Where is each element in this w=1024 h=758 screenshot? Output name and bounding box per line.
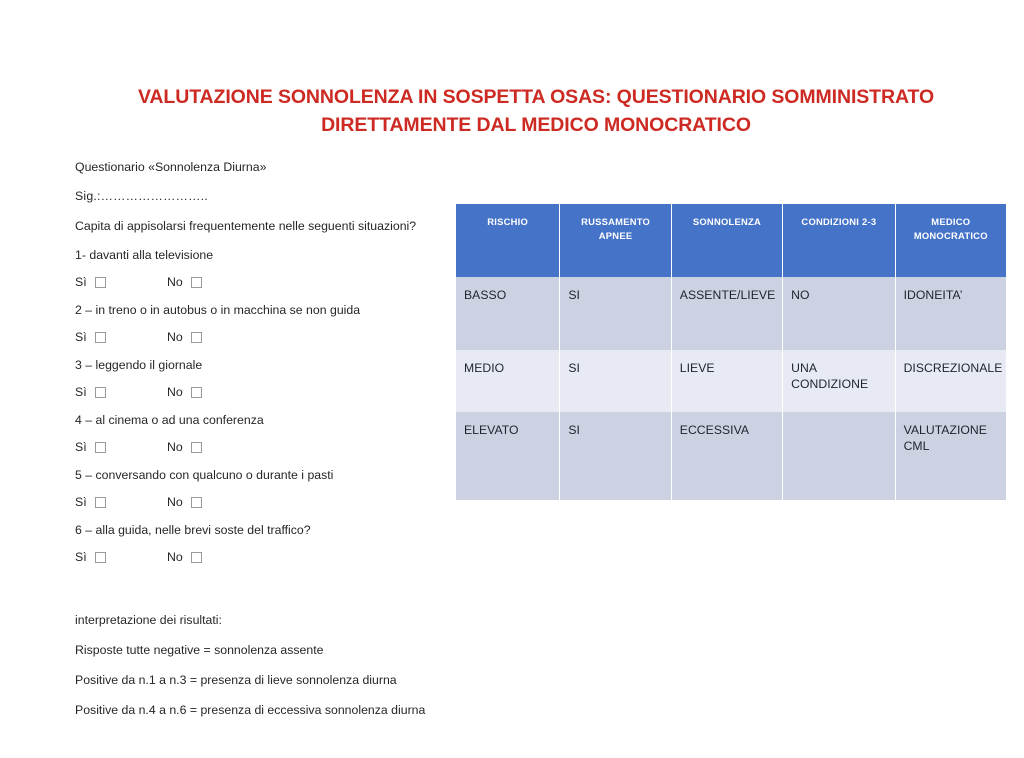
- question-1-yes-option[interactable]: [75, 275, 167, 291]
- question-2-yes-option[interactable]: [75, 330, 167, 346]
- cell-sonnolenza: LIEVE: [672, 350, 782, 412]
- question-6-yes-checkbox[interactable]: [95, 552, 106, 563]
- question-2-answers: [75, 330, 435, 345]
- question-5-no-option[interactable]: [167, 495, 202, 511]
- table-row: [456, 350, 1006, 412]
- cell-condizioni: [783, 412, 894, 500]
- question-1-yes-checkbox[interactable]: [95, 277, 106, 288]
- no-label: No: [167, 274, 183, 289]
- question-4-no-option[interactable]: [167, 440, 202, 456]
- column-header-russamento-apnee: RUSSAMENTO APNEE: [560, 204, 670, 277]
- column-header-medico-monocratico: MEDICO MONOCRATICO: [896, 204, 1006, 277]
- interpretation-line-2: Positive da n.1 a n.3 = presenza di lieve sonnolenza diurna: [75, 672, 397, 687]
- yes-label: Sì: [75, 439, 87, 454]
- cell-rischio: ELEVATO: [456, 412, 559, 500]
- question-3-yes-checkbox[interactable]: [95, 387, 106, 398]
- question-1-no-checkbox[interactable]: [191, 277, 202, 288]
- question-1-label: 1- davanti alla televisione: [75, 248, 214, 263]
- interpretation-heading: interpretazione dei risultati:: [75, 613, 222, 627]
- cell-russamento-apnee: SI: [560, 350, 670, 412]
- cell-russamento-apnee: SI: [560, 277, 670, 350]
- no-label: No: [167, 384, 183, 399]
- yes-label: Sì: [75, 384, 87, 399]
- slide-title-line2: DIRETTAMENTE DAL MEDICO MONOCRATICO: [321, 113, 751, 136]
- cell-rischio: BASSO: [456, 277, 559, 350]
- table-row: [456, 412, 1006, 500]
- questionnaire-panel: [75, 160, 435, 578]
- cell-medico-monocratico: VALUTAZIONE CML: [896, 412, 1006, 500]
- question-4-label: 4 – al cinema o ad una conferenza: [75, 413, 264, 428]
- column-header-sonnolenza: SONNOLENZA: [672, 204, 782, 277]
- cell-sonnolenza: ASSENTE/LIEVE: [672, 277, 782, 350]
- question-5-yes-option[interactable]: [75, 495, 167, 511]
- slide-title-line1: VALUTAZIONE SONNOLENZA IN SOSPETTA OSAS: QUESTIONARIO SOMMINISTRATO: [137, 86, 935, 108]
- yes-label: Sì: [75, 549, 87, 564]
- question-4-yes-checkbox[interactable]: [95, 442, 106, 453]
- column-header-condizioni: CONDIZIONI 2-3: [783, 204, 894, 277]
- cell-rischio: MEDIO: [456, 350, 559, 412]
- question-2-no-checkbox[interactable]: [191, 332, 202, 343]
- yes-label: Sì: [75, 329, 87, 344]
- cell-medico-monocratico: DISCREZIONALE: [896, 350, 1006, 412]
- question-5-yes-checkbox[interactable]: [95, 497, 106, 508]
- yes-label: Sì: [75, 494, 87, 509]
- question-2-yes-checkbox[interactable]: [95, 332, 106, 343]
- question-6-label: 6 – alla guida, nelle brevi soste del traffico?: [75, 523, 311, 538]
- yes-label: Sì: [75, 274, 87, 289]
- question-3-label: 3 – leggendo il giornale: [75, 358, 203, 373]
- question-6-answers: [75, 550, 435, 565]
- question-6-no-checkbox[interactable]: [191, 552, 202, 563]
- patient-name-field[interactable]: Sig.:……………………..: [75, 189, 208, 204]
- questionnaire-heading: Questionario «Sonnolenza Diurna»: [75, 160, 267, 174]
- cell-condizioni: NO: [783, 277, 894, 350]
- column-header-rischio: RISCHIO: [456, 204, 559, 277]
- table-header-row: [456, 204, 1006, 277]
- question-1-answers: [75, 275, 435, 290]
- no-label: No: [167, 439, 183, 454]
- question-2-no-option[interactable]: [167, 330, 202, 346]
- interpretation-line-3: Positive da n.4 a n.6 = presenza di eccessiva sonnolenza diurna: [75, 702, 426, 717]
- cell-condizioni: UNA CONDIZIONE: [783, 350, 894, 412]
- cell-russamento-apnee: SI: [560, 412, 670, 500]
- question-6-yes-option[interactable]: [75, 550, 167, 566]
- questionnaire-prompt: Capita di appisolarsi frequentemente nelle seguenti situazioni?: [75, 218, 417, 233]
- no-label: No: [167, 494, 183, 509]
- no-label: No: [167, 329, 183, 344]
- question-3-yes-option[interactable]: [75, 385, 167, 401]
- question-5-answers: [75, 495, 435, 510]
- question-5-label: 5 – conversando con qualcuno o durante i pasti: [75, 468, 334, 483]
- question-3-no-checkbox[interactable]: [191, 387, 202, 398]
- question-3-answers: [75, 385, 435, 400]
- interpretation-panel: [75, 613, 455, 719]
- question-1-no-option[interactable]: [167, 275, 202, 291]
- question-3-no-option[interactable]: [167, 385, 202, 401]
- question-5-no-checkbox[interactable]: [191, 497, 202, 508]
- question-4-yes-option[interactable]: [75, 440, 167, 456]
- interpretation-line-1: Risposte tutte negative = sonnolenza assente: [75, 642, 324, 657]
- cell-sonnolenza: ECCESSIVA: [672, 412, 782, 500]
- question-6-no-option[interactable]: [167, 550, 202, 566]
- table-row: [456, 277, 1006, 350]
- risk-assessment-table: [455, 204, 1007, 500]
- cell-medico-monocratico: IDONEITA’: [896, 277, 1006, 350]
- no-label: No: [167, 549, 183, 564]
- question-4-answers: [75, 440, 435, 455]
- question-2-label: 2 – in treno o in autobus o in macchina se non guida: [75, 303, 361, 318]
- question-4-no-checkbox[interactable]: [191, 442, 202, 453]
- slide-title: [96, 84, 976, 139]
